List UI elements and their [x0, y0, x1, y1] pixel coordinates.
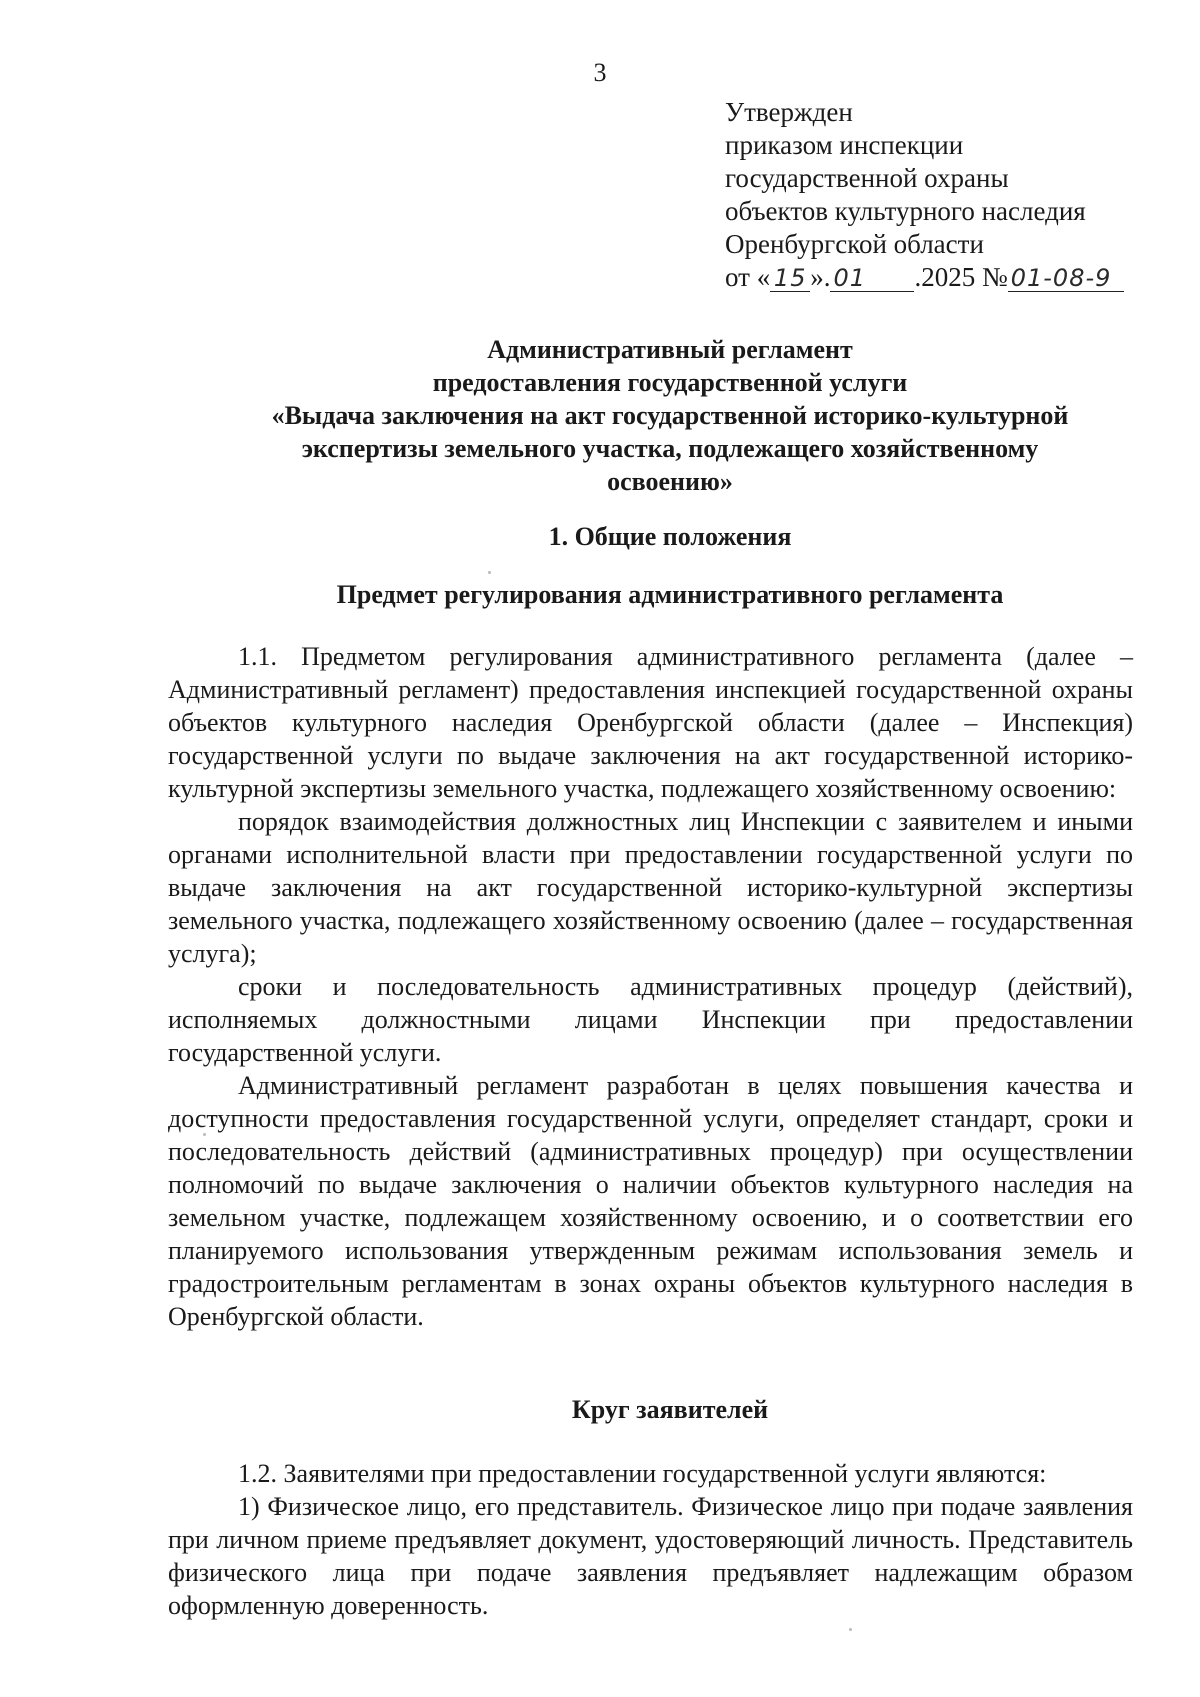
paragraph: 1.2. Заявителями при предоставлении государственной услуги являются:: [238, 1459, 1047, 1488]
scan-speck: [203, 1133, 206, 1136]
title-line: Административный регламент: [487, 335, 853, 364]
title-line: экспертизы земельного участка, подлежащего хозяйственному: [301, 434, 1039, 463]
title-line: предоставления государственной услуги: [432, 368, 908, 397]
approval-stamp: [725, 96, 1124, 294]
date-mid: ».: [810, 262, 831, 292]
paragraph: сроки и последовательность административных процедур (действий), исполняемых должностными лицами Инспекции при предоставлении государственной услуги.: [168, 972, 1133, 1067]
title-line: «Выдача заключения на акт государственной историко-культурной: [271, 401, 1069, 430]
page-number: 3: [593, 58, 607, 87]
handwritten-month: 01: [830, 265, 914, 292]
approval-line: Утвержден: [725, 97, 853, 127]
paragraph: 1) Физическое лицо, его представитель. Физическое лицо при подаче заявления при личном приеме предъявляет документ, удостоверяющий личность. Представитель физического лица при подаче заявления предъявляет надлежащим образом оформленную доверенность.: [168, 1492, 1133, 1620]
title-line: освоению»: [607, 467, 733, 496]
section-body: [168, 1457, 1133, 1622]
approval-line: Оренбургской области: [725, 229, 984, 259]
handwritten-day: 15: [770, 265, 810, 292]
approval-line: приказом инспекции: [725, 130, 964, 160]
subsection-heading: Предмет регулирования административного регламента: [336, 580, 1004, 609]
date-prefix: от «: [725, 262, 771, 292]
approval-line: объектов культурного наследия: [725, 196, 1086, 226]
scan-speck: [488, 571, 491, 574]
subsection-heading: Круг заявителей: [571, 1395, 769, 1424]
paragraph: порядок взаимодействия должностных лиц Инспекции с заявителем и иными органами исполнительной власти при предоставлении государственной услуги по выдаче заключения на акт государственной историко-культурной экспертизы земельного участка, подлежащего хозяйственному освоению (далее – государственная услуга);: [168, 807, 1133, 968]
handwritten-order-number: 01-08-9: [1008, 265, 1124, 292]
section-heading: 1. Общие положения: [548, 522, 792, 551]
date-year: .2025 №: [914, 262, 1008, 292]
document-title: [170, 333, 1170, 498]
scan-speck: [849, 1628, 852, 1631]
approval-line: государственной охраны: [725, 163, 1009, 193]
paragraph: Административный регламент разработан в целях повышения качества и доступности предоставления государственной услуги, определяет стандарт, сроки и последовательность действий (административных процедур) при осуществлении полномочий по выдаче заключения о наличии объектов культурного наследия на земельном участке, подлежащем хозяйственному освоению, и о соответствии его планируемого использования утвержденным режимам использования земель и градостроительным регламентам в зонах охраны объектов культурного наследия в Оренбургской области.: [168, 1071, 1133, 1331]
section-body: [168, 640, 1133, 1333]
approval-date-line: [725, 261, 1124, 294]
paragraph: 1.1. Предметом регулирования административного регламента (далее – Административный регламент) предоставления инспекцией государственной охраны объектов культурного наследия Оренбургской области (далее – Инспекция) государственной услуги по выдаче заключения на акт государственной историко-культурной экспертизы земельного участка, подлежащего хозяйственному освоению:: [168, 642, 1133, 803]
